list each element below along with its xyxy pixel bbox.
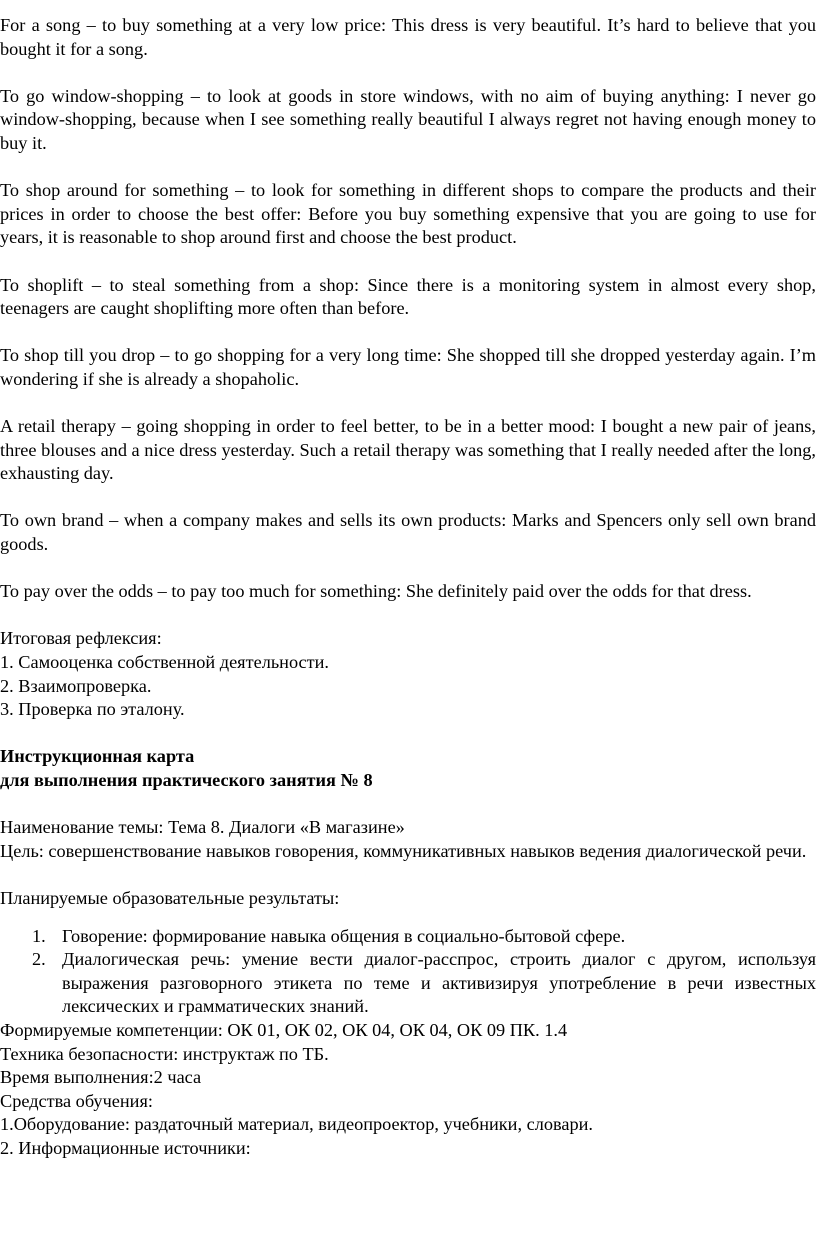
card-title-line-2: для выполнения практического занятия № 8 [0,770,373,790]
reflection-title: Итоговая рефлексия: [0,628,162,649]
results-list-item [0,925,816,949]
spacer [0,722,816,746]
safety-line: Техника безопасности: инструктаж по ТБ. [0,1043,329,1064]
means-equipment: 1.Оборудование: раздаточный материал, видеопроектор, учебники, словари. [0,1114,593,1135]
reflection-item: 1. Самооценка собственной деятельности. [0,652,329,673]
topic-line: Наименование темы: Тема 8. Диалоги «В магазине» [0,817,405,838]
duration-line: Время выполнения:2 часа [0,1067,202,1088]
results-list-item [0,948,816,1019]
means-title: Средства обучения: [0,1090,153,1111]
list-number: 2. [32,949,46,970]
idiom-window-shopping: To go window-shopping – to look at goods in store windows, with no aim of buying anything: I never go window-shopping, because when I see something really beautiful I always regret not having enough money to buy it. [0,85,816,153]
results-title: Планируемые образовательные результаты: [0,887,340,908]
reflection-item: 2. Взаимопроверка. [0,675,152,696]
means-sources: 2. Информационные источники: [0,1137,251,1158]
instruction-card-title [0,745,816,792]
reflection-section [0,627,816,721]
spacer [0,793,816,817]
idiom-shop-till-you-drop: To shop till you drop – to go shopping for a very long time: She shopped till she dropped yesterday again. I’m wondering if she is already a shopaholic. [0,345,816,389]
idiom-shoplift: To shoplift – to steal something from a shop: Since there is a monitoring system in almost every shop, teenagers are caught shoplifting more often than before. [0,274,816,319]
document-page [0,14,816,1161]
reflection-item: 3. Проверка по эталону. [0,699,185,720]
idiom-own-brand: To own brand – when a company makes and sells its own products: Marks and Spencers only sell own brand goods. [0,510,816,555]
goal-line: Цель: совершенствование навыков говорения, коммуникативных навыков ведения диалогической речи. [0,840,807,861]
idiom-pay-over-the-odds: To pay over the odds – to pay too much for something: She definitely paid over the odds for that dress. [0,581,752,602]
card-title-line-1: Инструкционная карта [0,746,195,767]
list-number: 1. [32,925,46,946]
idiom-retail-therapy: A retail therapy – going shopping in order to feel better, to be in a better mood: I bought a new pair of jeans, three blouses and a nice dress yesterday. Such a retail therapy was something that I really needed after the long, exhausting day. [0,416,816,484]
results-list [0,925,816,1019]
spacer [0,911,816,925]
list-item-text: Говорение: формирование навыка общения в социально-бытовой сфере. [62,925,626,946]
spacer [0,863,816,887]
competencies-line: Формируемые компетенции: ОК 01, ОК 02, ОК 04, ОК 04, ОК 09 ПК. 1.4 [0,1019,568,1040]
idiom-shop-around: To shop around for something – to look for something in different shops to compare the products and their prices in order to choose the best offer: Before you buy something expensive that you are going to use for years, it is reasonable to shop around first and choose the best product. [0,180,816,248]
idiom-for-a-song: For a song – to buy something at a very low price: This dress is very beautiful. It’s hard to believe that you bought it for a song. [0,15,816,59]
list-item-text: Диалогическая речь: умение вести диалог-расспрос, строить диалог с другом, используя выражения разговорного этикета по теме и активизируя употребление в речи известных лексических и грамматических знаний. [62,949,816,1017]
